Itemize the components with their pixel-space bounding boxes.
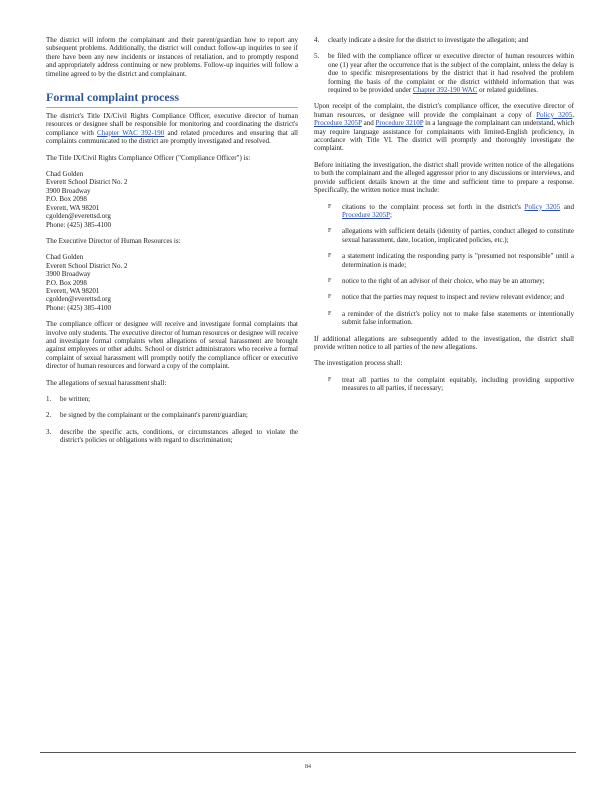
address-name: Chad Golden — [46, 253, 84, 262]
list-item: 4. clearly indicate a desire for the district to investigate the allegation; and — [314, 36, 529, 44]
policy-3205-link[interactable]: Policy 3205 — [536, 110, 573, 119]
list-item: F citations to the complaint process set forth in the district's Policy 3205 and Procedure 3205P; — [328, 202, 575, 219]
compliance-officer-intro: The Title IX/Civil Rights Compliance Officer ("Compliance Officer") is: — [46, 153, 251, 162]
compliance-officer-address — [46, 170, 298, 229]
address-email: cgolden@everettsd.org — [46, 295, 111, 304]
address-street: 3900 Broadway — [46, 270, 91, 279]
list-item: F allegations with sufficient details (identity of parties, conduct alleged to constitute sexual harassment, date, location, implicated policies, etc.); — [328, 227, 574, 244]
compliance-paragraph — [46, 112, 298, 146]
right-column — [314, 36, 574, 401]
list-item: F a statement indicating the responding party is "presumed not responsible" until a determination is made; — [328, 252, 574, 269]
list-item: F notice that the parties may request to inspect and review relevant evidence; and — [328, 293, 564, 302]
receipt-paragraph: Upon receipt of the complaint, the district's compliance officer, the executive director of human resources, or designee will provide the complainant a copy of Policy 3205, Procedure 3205P and Procedure 3210P in a language the complainant can understand, which may require language assistance for complainants with limited-English proficiency, in accordance with Title VI. The district will promptly and thoroughly investigate the complaint. — [314, 102, 575, 153]
wac-chapter-link[interactable]: Chapter WAC 392-190 — [97, 128, 165, 137]
bullet-icon: F — [328, 294, 332, 301]
hr-director-intro: The Executive Director of Human Resources is: — [46, 236, 181, 245]
bullet-icon: F — [328, 203, 332, 210]
footer-divider — [40, 752, 576, 753]
address-street: 3900 Broadway — [46, 186, 91, 195]
address-city: Everett, WA 98201 — [46, 203, 100, 212]
investigation-process-list — [314, 376, 574, 393]
hr-director-address — [46, 253, 298, 312]
investigation-roles-paragraph: The compliance officer or designee will receive and investigate formal complaints that involve only students. The executive director of human resources or designee will receive and investigate formal complaints when allegations of sexual harassment are brought against employees or other adults. School or district administrators who receive a formal complaint of sexual harassment will promptly notify the compliance officer or executive director of human resources and forward a copy of the complaint. — [46, 320, 298, 371]
address-org: Everett School District No. 2 — [46, 178, 128, 187]
address-phone: Phone: (425) 385-4100 — [46, 220, 111, 229]
allegations-list — [46, 395, 298, 445]
compliance-text-a: The district's Title IX/Civil Rights Compliance Officer, executive director of human resources or designee shall be responsible for monitoring and coordinating the district's compliance with — [46, 112, 298, 137]
bullet-icon: F — [328, 376, 332, 383]
procedure-3205p-link[interactable]: Procedure 3205P — [314, 119, 362, 128]
bullet-icon: F — [328, 253, 332, 260]
section-heading: Formal complaint process — [46, 90, 298, 108]
notice-requirements-list — [314, 203, 574, 327]
list-item: 2. be signed by the complainant or the complainant's parent/guardian; — [46, 411, 248, 420]
address-po-box: P.O. Box 2098 — [46, 278, 87, 287]
notice-paragraph: Before initiating the investigation, the district shall provide written notice of the allegations to both the complainant and the alleged aggressor prior to any discussions or interviews, and provide sufficient details known at the time and sufficient time to prepare a response. Specifically, the written notice must include: — [314, 160, 574, 195]
additional-allegations-paragraph: If additional allegations are subsequently added to the investigation, the district shall provide written notice to all parties of the new allegations. — [314, 334, 574, 351]
allegations-list-continued — [314, 36, 574, 94]
address-email: cgolden@everettsd.org — [46, 212, 111, 221]
bullet-icon: F — [328, 277, 332, 284]
list-item: 3. describe the specific acts, conditions, or circumstances alleged to violate the district's policies or obligations with regard to discrimination; — [46, 427, 298, 445]
allegations-intro: The allegations of sexual harassment shall: — [46, 378, 167, 387]
bullet-icon: F — [328, 310, 332, 317]
wac-chapter-link[interactable]: Chapter 392-190 WAC — [412, 86, 478, 95]
address-po-box: P.O. Box 2098 — [46, 195, 87, 204]
address-phone: Phone: (425) 385-4100 — [46, 303, 111, 312]
bullet-icon: F — [328, 228, 332, 235]
left-column — [46, 36, 298, 453]
address-name: Chad Golden — [46, 170, 84, 179]
investigation-process-intro: The investigation process shall: — [314, 359, 403, 368]
compliance-text-b: and related procedures and ensuring that all complaints communicated to the district are promptly investigated and resolved. — [46, 128, 299, 146]
list-item: F notice to the right of an advisor of their choice, who may be an attorney; — [328, 276, 545, 285]
list-item: 5. be filed with the compliance officer or executive director of human resources within one (1) year after the occurrence that is the subject of the complaint, unless the delay is due to specific misrepresentations by the district that it had resolved the problem forming the basis of the complaint or the district withheld information that was required to be provided under Chapter 392-190 WAC or related guidelines. — [314, 52, 574, 95]
procedure-3210p-link[interactable]: Procedure 3210P — [375, 119, 424, 128]
address-org: Everett School District No. 2 — [46, 261, 128, 270]
list-item: F treat all parties to the complaint equitably, including providing supportive measures to all parties, if necessary; — [328, 375, 574, 393]
procedure-3205p-link[interactable]: Procedure 3205P — [342, 210, 391, 219]
policy-3205-link[interactable]: Policy 3205 — [524, 202, 561, 211]
address-city: Everett, WA 98201 — [46, 286, 100, 295]
list-item: F a reminder of the district's policy not to make false statements or intentionally submit false information. — [328, 309, 574, 327]
page-number: 84 — [305, 764, 311, 770]
list-item: 1. be written; — [46, 395, 91, 403]
intro-paragraph: The district will inform the complainant and their parent/guardian how to report any subsequent problems. Additionally, the district will conduct follow-up inquiries to see if there have been any new incidents or instances of retaliation, and to promptly respond and appropriately address continuing or new problems. Follow-up inquiries will follow a timeline agreed to by the district and complainant. — [46, 36, 298, 78]
